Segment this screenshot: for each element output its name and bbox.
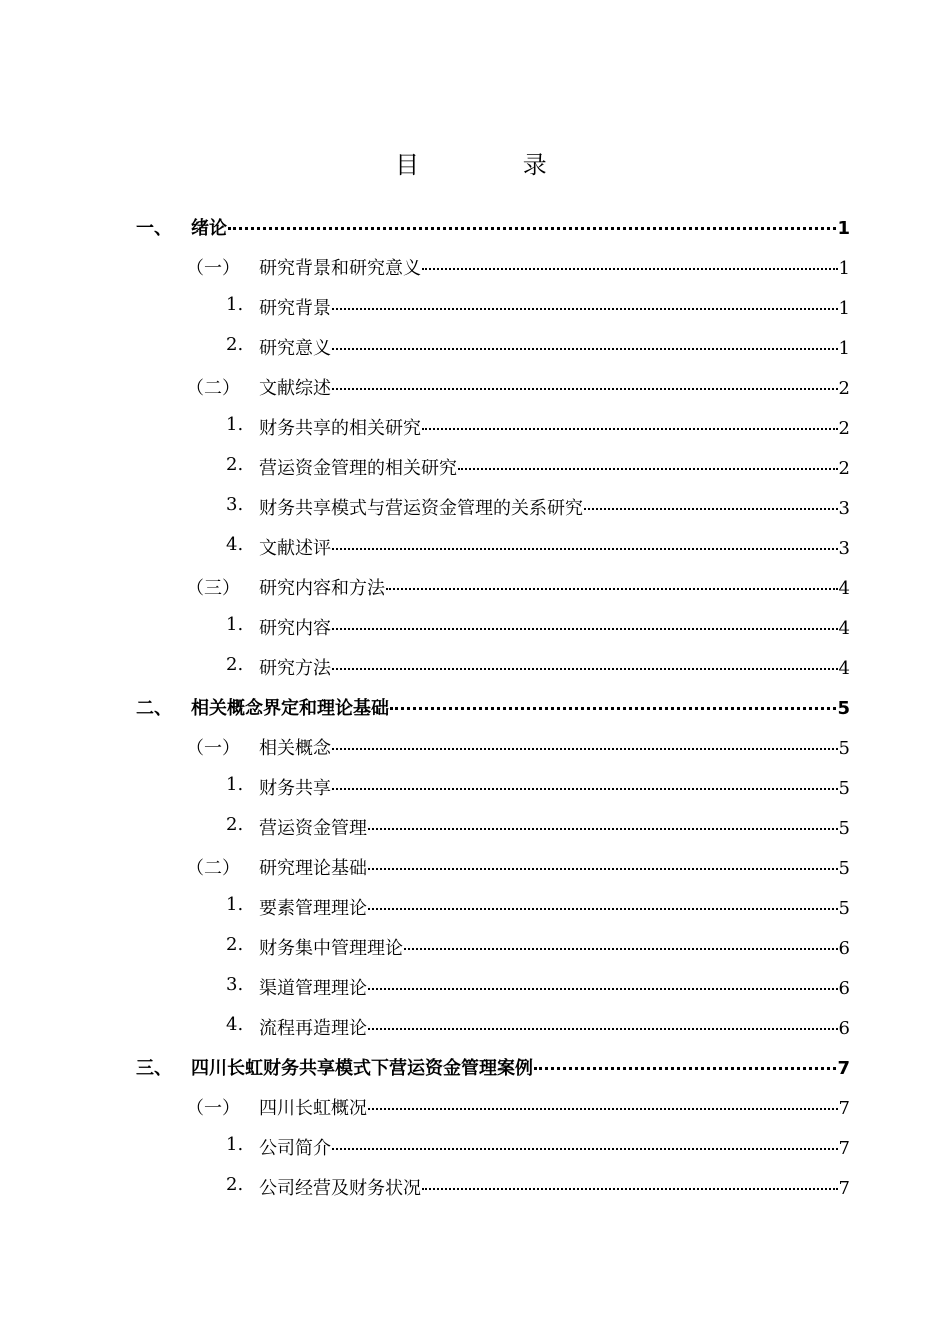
toc-entry[interactable] (0, 1125, 950, 1165)
toc-entry-number: 1. (226, 1134, 244, 1155)
toc-entry-page-number: 6 (838, 1018, 850, 1039)
toc-entry-title: 研究理论基础 (259, 858, 367, 879)
toc-entry-title: 营运资金管理 (259, 818, 367, 839)
toc-entry-page-number: 4 (838, 658, 850, 679)
toc-entry[interactable] (0, 445, 950, 485)
dot-leader (368, 988, 838, 990)
toc-entry[interactable] (0, 645, 950, 685)
toc-entry-title: 财务共享的相关研究 (259, 418, 421, 439)
toc-entry-page-number: 3 (838, 498, 850, 519)
toc-entry[interactable] (0, 885, 950, 925)
dot-leader (368, 1028, 838, 1030)
toc-entry-page-number: 4 (838, 578, 850, 599)
dot-leader (368, 828, 838, 830)
toc-entry-title: 四川长虹概况 (259, 1098, 367, 1119)
dot-leader (422, 428, 838, 430)
toc-entry-title: 营运资金管理的相关研究 (259, 458, 457, 479)
toc-entry-line (259, 894, 850, 920)
toc-entry-page-number: 7 (838, 1098, 850, 1119)
toc-entry-number: 一、 (136, 218, 172, 239)
toc-entry-title: 研究背景 (259, 298, 331, 319)
toc-entry-number: 3. (226, 494, 244, 515)
toc-entry-number: （一） (186, 1098, 240, 1119)
toc-entry-number: 1. (226, 614, 244, 635)
toc-entry-page-number: 5 (838, 858, 850, 879)
toc-entry-number: （一） (186, 258, 240, 279)
toc-entry-number: 2. (226, 814, 244, 835)
toc-entry-number: （二） (186, 378, 240, 399)
dot-leader (368, 1108, 838, 1110)
toc-entry-page-number: 1 (838, 338, 850, 359)
toc-entry-line (191, 1054, 850, 1080)
toc-entry-line (259, 614, 850, 640)
toc-entry-title: 研究内容和方法 (259, 578, 385, 599)
toc-entry-line (259, 534, 850, 560)
dot-leader (422, 268, 838, 270)
toc-entry-title: 要素管理理论 (259, 898, 367, 919)
toc-entry-line (259, 494, 850, 520)
toc-entry-title: 四川长虹财务共享模式下营运资金管理案例 (191, 1058, 533, 1079)
toc-entry-title: 渠道管理理论 (259, 978, 367, 999)
toc-entry-page-number: 5 (837, 698, 850, 719)
toc-entry-page-number: 1 (838, 258, 850, 279)
toc-entry-title: 文献述评 (259, 538, 331, 559)
toc-entry[interactable] (0, 405, 950, 445)
toc-entry-title: 财务集中管理理论 (259, 938, 403, 959)
toc-entry-page-number: 7 (838, 1138, 850, 1159)
toc-entry[interactable] (0, 1005, 950, 1045)
toc-entry-line (259, 734, 850, 760)
toc-entry[interactable] (0, 605, 950, 645)
toc-entry-page-number: 7 (838, 1178, 850, 1199)
toc-entry-line (259, 974, 850, 1000)
toc-entry-line (259, 1134, 850, 1160)
toc-entry[interactable] (0, 205, 950, 245)
toc-entry-page-number: 1 (837, 218, 850, 239)
toc-entry-page-number: 5 (838, 818, 850, 839)
toc-entry[interactable] (0, 925, 950, 965)
dot-leader (534, 1067, 836, 1070)
toc-entry-page-number: 5 (838, 738, 850, 759)
toc-entry-number: 三、 (136, 1058, 172, 1079)
toc-entry-number: 2. (226, 454, 244, 475)
toc-entry-page-number: 2 (838, 458, 850, 479)
dot-leader (458, 468, 838, 470)
toc-entry-title: 绪论 (191, 218, 227, 239)
dot-leader (368, 908, 838, 910)
toc-entry-title: 流程再造理论 (259, 1018, 367, 1039)
toc-entry-line (259, 814, 850, 840)
toc-entry-page-number: 3 (838, 538, 850, 559)
toc-entry-line (191, 214, 850, 240)
toc-entry-number: 2. (226, 334, 244, 355)
toc-entry-title: 相关概念界定和理论基础 (191, 698, 389, 719)
toc-entry-title: 研究背景和研究意义 (259, 258, 421, 279)
dot-leader (332, 628, 838, 630)
toc-entry[interactable] (0, 685, 950, 725)
toc-entry[interactable] (0, 565, 950, 605)
toc-entry[interactable] (0, 245, 950, 285)
toc-entry-page-number: 2 (838, 378, 850, 399)
dot-leader (332, 1148, 838, 1150)
toc-entry-line (259, 574, 850, 600)
toc-list (0, 205, 950, 1205)
toc-entry-line (259, 774, 850, 800)
toc-entry-number: 2. (226, 934, 244, 955)
dot-leader (584, 508, 838, 510)
toc-entry-number: 2. (226, 654, 244, 675)
toc-entry-page-number: 7 (837, 1058, 850, 1079)
toc-entry-page-number: 6 (838, 938, 850, 959)
toc-entry-title: 文献综述 (259, 378, 331, 399)
toc-entry-number: 3. (226, 974, 244, 995)
dot-leader (390, 707, 836, 710)
toc-entry-title: 财务共享模式与营运资金管理的关系研究 (259, 498, 583, 519)
toc-entry-line (259, 334, 850, 360)
dot-leader (332, 308, 838, 310)
toc-entry-page-number: 4 (838, 618, 850, 639)
dot-leader (368, 868, 838, 870)
toc-entry-number: （一） (186, 738, 240, 759)
toc-entry-title: 研究内容 (259, 618, 331, 639)
toc-entry[interactable] (0, 485, 950, 525)
toc-entry[interactable] (0, 845, 950, 885)
toc-entry-line (259, 1094, 850, 1120)
toc-entry-line (259, 654, 850, 680)
toc-entry[interactable] (0, 965, 950, 1005)
toc-entry-title: 研究意义 (259, 338, 331, 359)
toc-entry-number: 1. (226, 294, 244, 315)
dot-leader (332, 348, 838, 350)
dot-leader (332, 388, 838, 390)
toc-entry[interactable] (0, 285, 950, 325)
toc-entry-title: 相关概念 (259, 738, 331, 759)
toc-entry[interactable] (0, 365, 950, 405)
toc-entry-line (259, 854, 850, 880)
toc-entry[interactable] (0, 525, 950, 565)
toc-entry-page-number: 1 (838, 298, 850, 319)
toc-entry-title: 财务共享 (259, 778, 331, 799)
toc-entry[interactable] (0, 325, 950, 365)
dot-leader (332, 668, 838, 670)
toc-entry-line (259, 934, 850, 960)
toc-entry-line (259, 414, 850, 440)
dot-leader (404, 948, 838, 950)
toc-entry-page-number: 2 (838, 418, 850, 439)
toc-entry-line (259, 454, 850, 480)
toc-entry[interactable] (0, 765, 950, 805)
toc-entry-title: 研究方法 (259, 658, 331, 679)
toc-entry-title: 公司经营及财务状况 (259, 1178, 421, 1199)
toc-entry-page-number: 5 (838, 778, 850, 799)
toc-entry-title: 公司简介 (259, 1138, 331, 1159)
toc-entry-line (259, 1174, 850, 1200)
toc-entry-number: 4. (226, 1014, 244, 1035)
toc-entry-page-number: 6 (838, 978, 850, 999)
toc-entry-number: （二） (186, 858, 240, 879)
toc-entry-line (259, 374, 850, 400)
dot-leader (332, 748, 838, 750)
toc-entry-number: （三） (186, 578, 240, 599)
dot-leader (228, 227, 836, 230)
dot-leader (422, 1188, 838, 1190)
toc-entry[interactable] (0, 1045, 950, 1085)
toc-entry[interactable] (0, 1085, 950, 1125)
dot-leader (386, 588, 838, 590)
toc-entry-line (259, 254, 850, 280)
toc-entry-number: 1. (226, 894, 244, 915)
toc-entry-number: 二、 (136, 698, 172, 719)
toc-entry-number: 2. (226, 1174, 244, 1195)
toc-title: 目 录 (395, 151, 595, 179)
toc-entry-number: 4. (226, 534, 244, 555)
dot-leader (332, 548, 838, 550)
toc-entry-line (259, 1014, 850, 1040)
toc-entry-page-number: 5 (838, 898, 850, 919)
toc-entry-line (259, 294, 850, 320)
toc-entry[interactable] (0, 805, 950, 845)
toc-entry[interactable] (0, 1165, 950, 1205)
toc-entry[interactable] (0, 725, 950, 765)
toc-entry-number: 1. (226, 774, 244, 795)
dot-leader (332, 788, 838, 790)
toc-entry-line (191, 694, 850, 720)
toc-entry-number: 1. (226, 414, 244, 435)
